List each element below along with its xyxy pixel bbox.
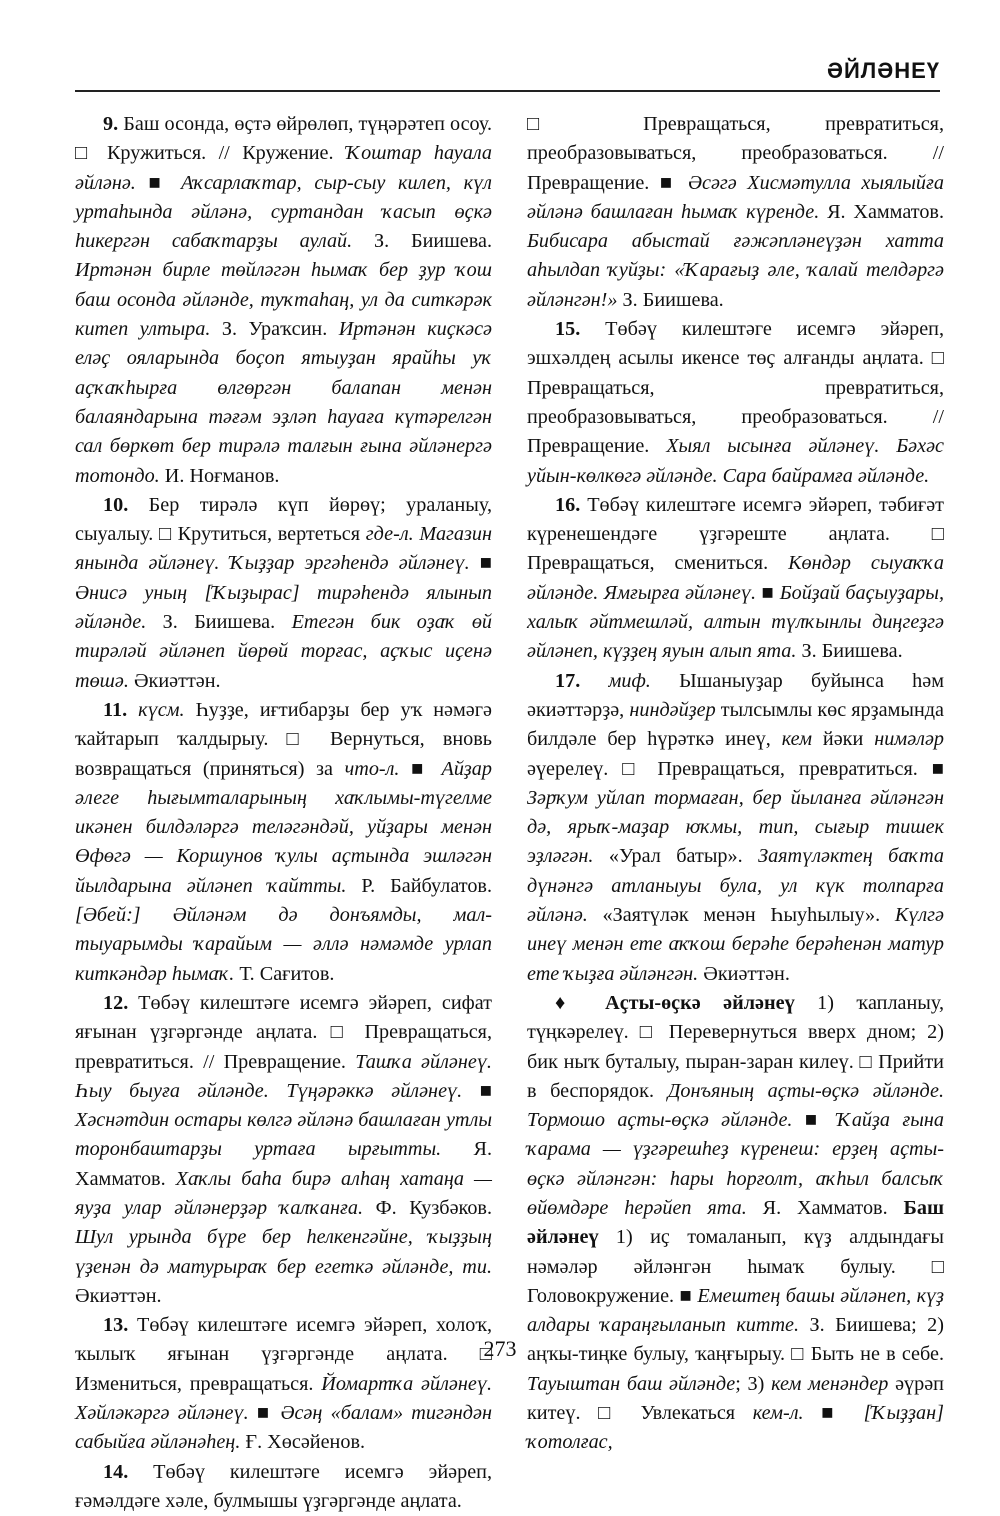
right-column bbox=[527, 110, 944, 1458]
idioms-block: ♦ Аҫты-өҫкә әйләнеү 1) ҡапланыу, түңкәрелеү. □ Перевернуться вверх дном; 2) бик ныҡ буталыу, пыран-заран килеү. □ Прийти в беспорядок. Донъяның аҫты-өҫкә әйләнде. Тормошо аҫты-өҫкә әйләнде. ■ Ҡайҙа ғына ҡарама — үҙгәрешһеҙ күренеш: ерҙең аҫты-өҫкә әйләнгән: һары һорғолт, аҡһыл балсыҡ өйөмдәре һерәйеп ята. Я. Хамматов. Баш әйләнеү 1) иҫ томаланып, күҙ алдындағы нәмәләр әйләнгән һымаҡ булыу. □ Головокружение. ■ Емештең башы әйләнеп, күҙ алдары ҡараңғыланып китте. З. Биишева; 2) аңҡы-тиңке булыу, ҡаңғырыу. □ Быть не в себе. Тауыштан баш әйләнде; 3) кем менәндер әүрәп китеү. □ Увлекаться кем-л. ■ [Ҡыҙҙан] ҡотолғас, bbox=[527, 991, 944, 1454]
header-rule bbox=[75, 90, 940, 92]
entry-sense-17: 17. миф. Ышаныуҙар буйынса һәм әкиәттәрҙә, ниндәйҙер тылсымлы көс ярҙамында билдәле бер һүрәткә инеү, кем йәки нимәләр әүерелеү. □ Превращаться, превратиться. ■ Зәрҡум уйлап тормаған, бер йыланға әйләнгән дә, ярыҡ-маҙар юҡмы, тип, сығыр тишек эҙләгән. «Урал батыр». Заятүләктең баҡта дүнәнгә атланыуы була, ул күк толпарға әйләнә. «Заятүләк менән Һыуһылыу». Күлгә инеү менән ете аҡҡош берәһе берәһенән матур ете ҡыҙға әйләнгән. Әкиәттән. bbox=[527, 669, 945, 985]
running-header bbox=[75, 50, 940, 92]
entry-sense-12: 12. Төбәү килештәге исемгә эйәреп, сифат яғынан үҙгәргәнде аңлата. □ Превращаться, превратиться. // Превращение. Ташҡа әйләнеү. Һыу быуға әйләнде. Түңәрәккә әйләнеү. ■ Хәснәтдин остары көлгә әйләнә башлаған утлы торонбаштарҙы уртаға ырғытты. Я. Хамматов. Хаҡлы баһа бирә алһаң хатаңа — яуҙа улар әйләнерҙәр ҡалҡанға. Ф. Кузбәков. Шул урында бүре бер һелкенгәйне, ҡыҙҙың үҙенән дә матурыраҡ бер егеткә әйләнде, ти. Әкиәттән. bbox=[75, 991, 493, 1307]
page-number: 273 bbox=[483, 1336, 517, 1361]
entry-sense-10: 10. Бер тирәлә күп йөрөү; ураланыу, сыуалыу. □ Крутиться, вертеться где-л. Магазин янында әйләнеү. Ҡыҙҙар эргәһендә әйләнеү. ■ Әнисә уның [Ҡыҙырас] тирәһендә ялынып әйләнде. З. Биишева. Етегән бик оҙаҡ өй тирәләй әйләнеп йөрөй торғас, аҫҡыс иҫенә төшә. Әкиәттән. bbox=[75, 493, 493, 692]
entry-sense-11: 11. күсм. Һуҙҙе, иғтибарҙы бер уҡ нәмәгә ҡайтарып ҡалдырыу. □ Вернуться, вновь возвращаться (приняться) за что-л. ■ Айҙар әлеге һығымталарының хаҡлымы-түгелме икәнен билдәләргә теләгәндәй, уйҙары менән Өфөгә — Коршунов ҡулы аҫтында эшләгән йылдарына әйләнеп ҡайтты. Р. Байбулатов. [Әбей:] Әйләнәм дә донъямды, мал-тыуарымды ҡарайым — әллә нәмәмде урлап киткәндәр һымаҡ. Т. Сағитов. bbox=[75, 698, 492, 985]
left-column bbox=[75, 110, 492, 1516]
entry-sense-15: 15. Төбәү килештәге исемгә эйәреп, эшхәлдең асылы икенсе төҫ алғанды аңлата. □ Превращаться, превратиться, преобразовываться, преобразоваться. // Превращение. Хыял ысынға әйләнеү. Бәхәс уйын-көлкөгә әйләнде. Сара байрамға әйләнде. bbox=[527, 318, 944, 487]
entry-sense-16: 16. Төбәү килештәге исемгә эйәреп, тәбиғәт күренешендәге үҙгәреште аңлата. □ Превращаться, смениться. Көндәр сыуаҡҡа әйләнде. Ямғырға әйләнеү. ■ Бойҙай баҫыуҙары, халыҡ әйтмешләй, алтын түлҡынлы диңгеҙгә әйләнеп, күҙҙең яуын алып ята. З. Биишева. bbox=[527, 493, 944, 663]
entry-sense-13: 13. Төбәү килештәге исемгә эйәреп, холоҡ, ҡылыҡ яғынан үҙгәргәнде аңлата. □ Измениться, превращаться. Йомартҡа әйләнеү. Хәйләкәргә әйләнеү. ■ Әсәң «балам» тигәндән сабыйға әйләнәһең. Ғ. Хөсәйенов. bbox=[75, 1314, 492, 1454]
running-title: ӘЙЛӘНЕҮ bbox=[827, 58, 940, 83]
entry-sense-14-continued: □ Превращаться, превратиться, преобразовываться, преобразоваться. // Превращение. ■ Әсәгә Хисмәтулла хыялыйға әйләнә башлаған һымаҡ күренде. Я. Хамматов. Бибисара абыстай ғәжәпләнеүҙән хатта аһылдап ҡуйҙы: «Ҡарағыҙ әле, ҡалай телдәргә әйләнгән!» З. Биишева. bbox=[527, 113, 944, 311]
entry-sense-9: 9. Баш осонда, өҫтә өйрөлөп, түңәрәтеп осоу. □ Кружиться. // Кружение. Ҡоштар һауала әйләнә. ■ Аҡсарлаҡтар, сыр-сыу килеп, күл уртаһында әйләнә, суртандан ҡасып өҫкә һикергән сабаҡтарҙы аулай. З. Биишева. Иртәнән бирле төйләгән һымаҡ бер ҙур ҡош баш осонда әйләнде, туҡтаһаң, ул да ситкәрәк китеп ултыра. З. Ураҡсин. Иртәнән киҫкәсә еләҫ ояларында боҫоп ятыуҙан ярайһы уҡ аҫҡаҡһырға өлгөргән балапан менән балаяндарына тәғәм эҙләп һауаға күтәрелгән сал бөркөт бер тирәлә талғын ғына әйләнергә тотондо. И. Ноғманов. bbox=[75, 113, 493, 487]
entry-sense-14: 14. Төбәү килештәге исемгә эйәреп, ғәмәлдәге хәле, булмышы үҙгәргәнде аңлата. bbox=[75, 1460, 492, 1512]
